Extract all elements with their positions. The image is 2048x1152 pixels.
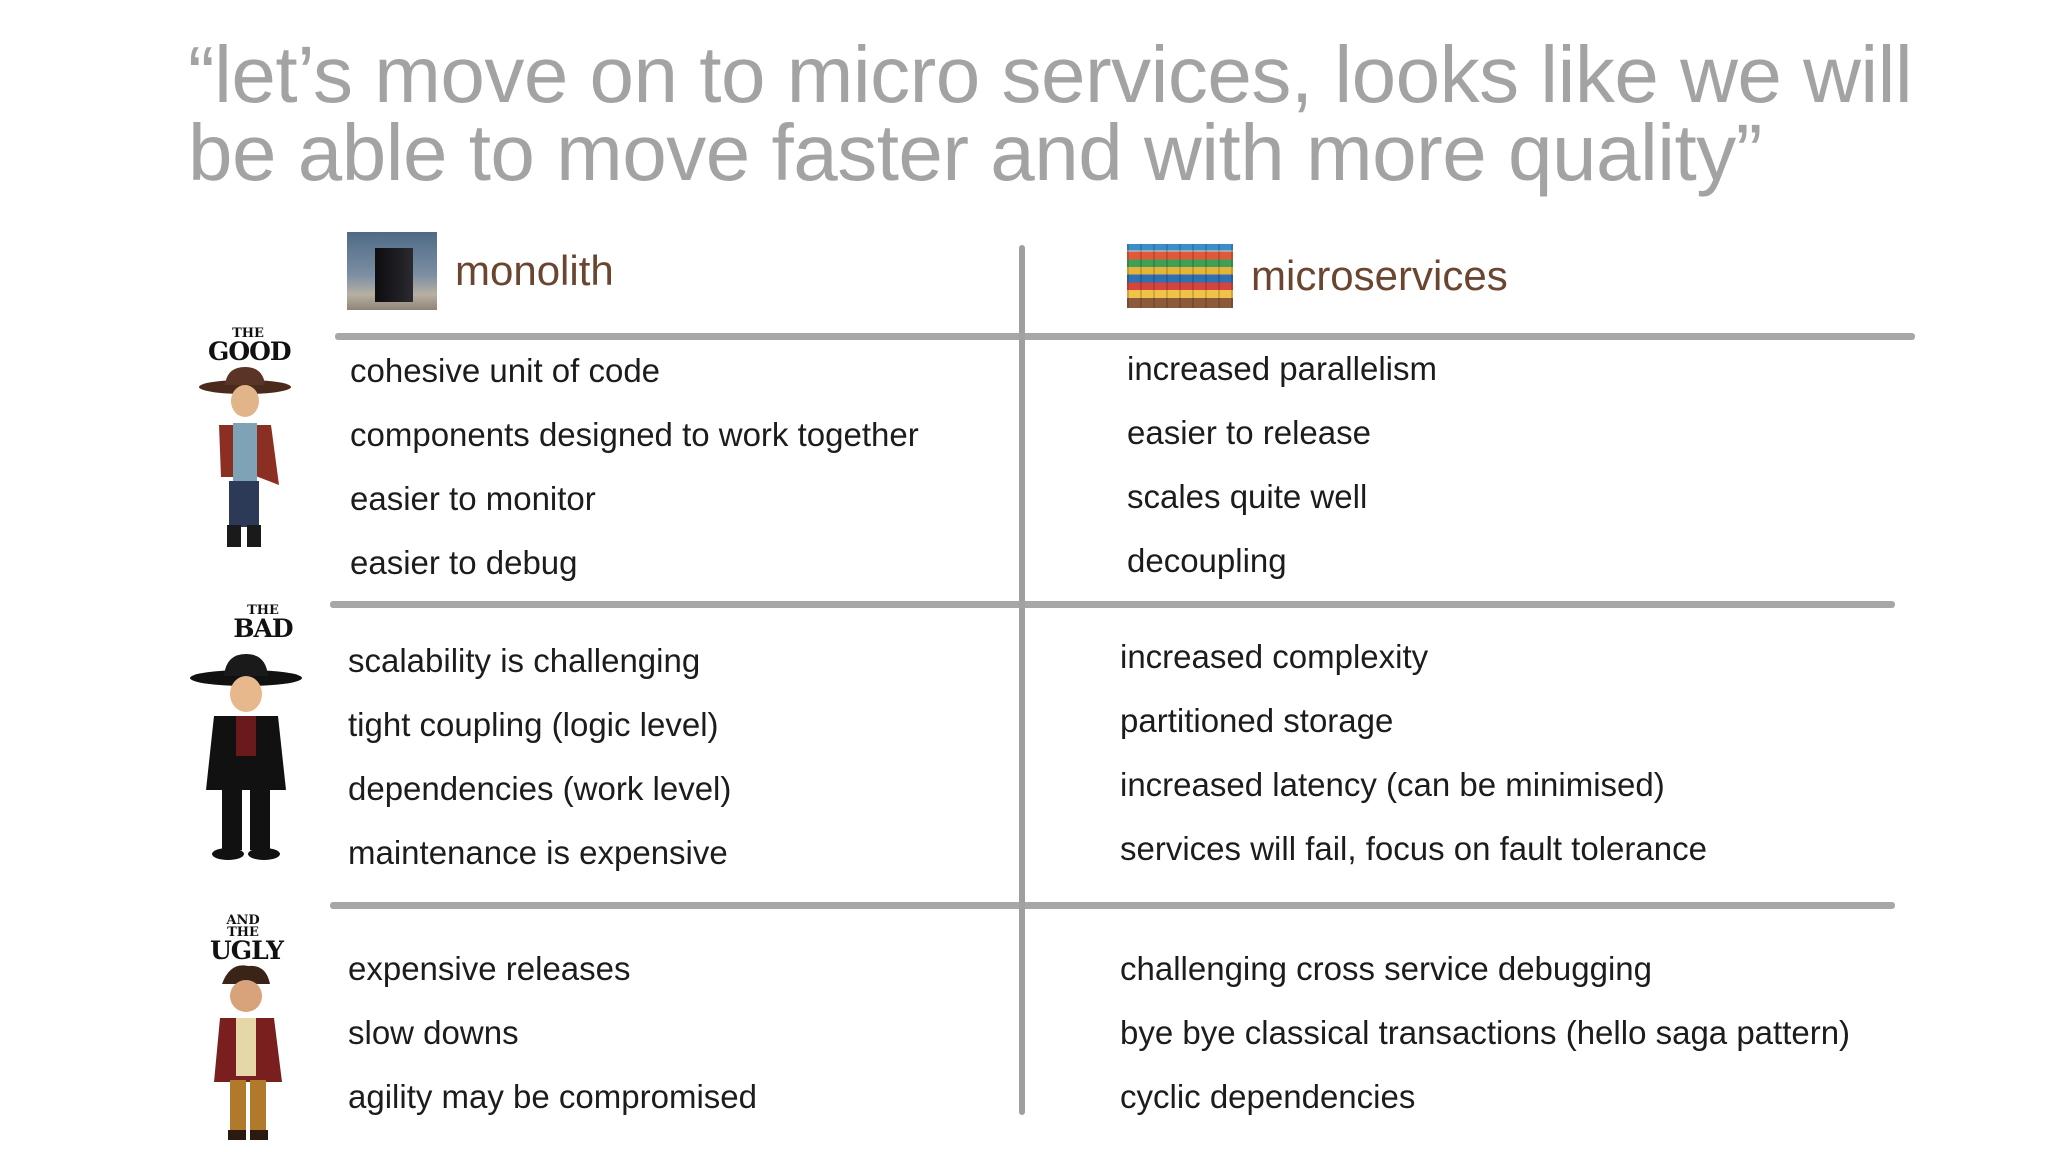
slide-title <box>188 30 1968 197</box>
bad-monolith-item: dependencies (work level) <box>348 770 732 807</box>
good-microservices-item: easier to release <box>1127 414 1371 451</box>
column-divider <box>1019 245 1025 1115</box>
microservices-header <box>1127 244 1508 308</box>
monolith-label: monolith <box>455 247 614 294</box>
good-microservices-item: scales quite well <box>1127 478 1368 515</box>
row-divider-top <box>335 333 1915 340</box>
monolith-image <box>347 232 437 310</box>
bad-microservices-item: increased complexity <box>1120 638 1429 675</box>
bad-microservices-item: increased latency (can be minimised) <box>1120 766 1665 803</box>
ugly-monolith-item: expensive releases <box>348 950 631 987</box>
row-divider-bottom <box>330 902 1895 909</box>
bad-monolith-item: maintenance is expensive <box>348 834 728 871</box>
ugly-microservices-item: challenging cross service debugging <box>1120 950 1652 987</box>
microservices-image <box>1127 244 1233 308</box>
ugly-caption: AND THE UGLY <box>210 913 283 965</box>
ugly-monolith-item: agility may be compromised <box>348 1078 757 1115</box>
bad-character-icon <box>188 650 303 865</box>
good-caption: THE GOOD <box>208 326 291 366</box>
bad-microservices-item: services will fail, focus on fault tolerance <box>1120 830 1707 867</box>
bad-microservices-item: partitioned storage <box>1120 702 1394 739</box>
title-line-2: be able to move faster and with more quality” <box>188 108 1762 197</box>
ugly-monolith-item: slow downs <box>348 1014 519 1051</box>
good-character-icon <box>195 365 295 555</box>
good-microservices-item: decoupling <box>1127 542 1287 579</box>
bad-monolith-item: tight coupling (logic level) <box>348 706 719 743</box>
bad-caption: THE BAD <box>233 603 293 643</box>
ugly-microservices-item: cyclic dependencies <box>1120 1078 1416 1115</box>
title-line-1: “let’s move on to micro services, looks like we will <box>188 30 1913 119</box>
bad-monolith-item: scalability is challenging <box>348 642 701 679</box>
good-monolith-item: components designed to work together <box>350 416 919 453</box>
monolith-header <box>347 232 614 310</box>
good-microservices-item: increased parallelism <box>1127 350 1437 387</box>
good-monolith-item: easier to debug <box>350 544 578 581</box>
good-monolith-item: easier to monitor <box>350 480 596 517</box>
microservices-label: microservices <box>1251 252 1508 299</box>
good-monolith-item: cohesive unit of code <box>350 352 661 389</box>
ugly-microservices-item: bye bye classical transactions (hello saga pattern) <box>1120 1014 1851 1051</box>
ugly-character-icon <box>200 962 290 1147</box>
row-divider-middle <box>330 601 1895 608</box>
